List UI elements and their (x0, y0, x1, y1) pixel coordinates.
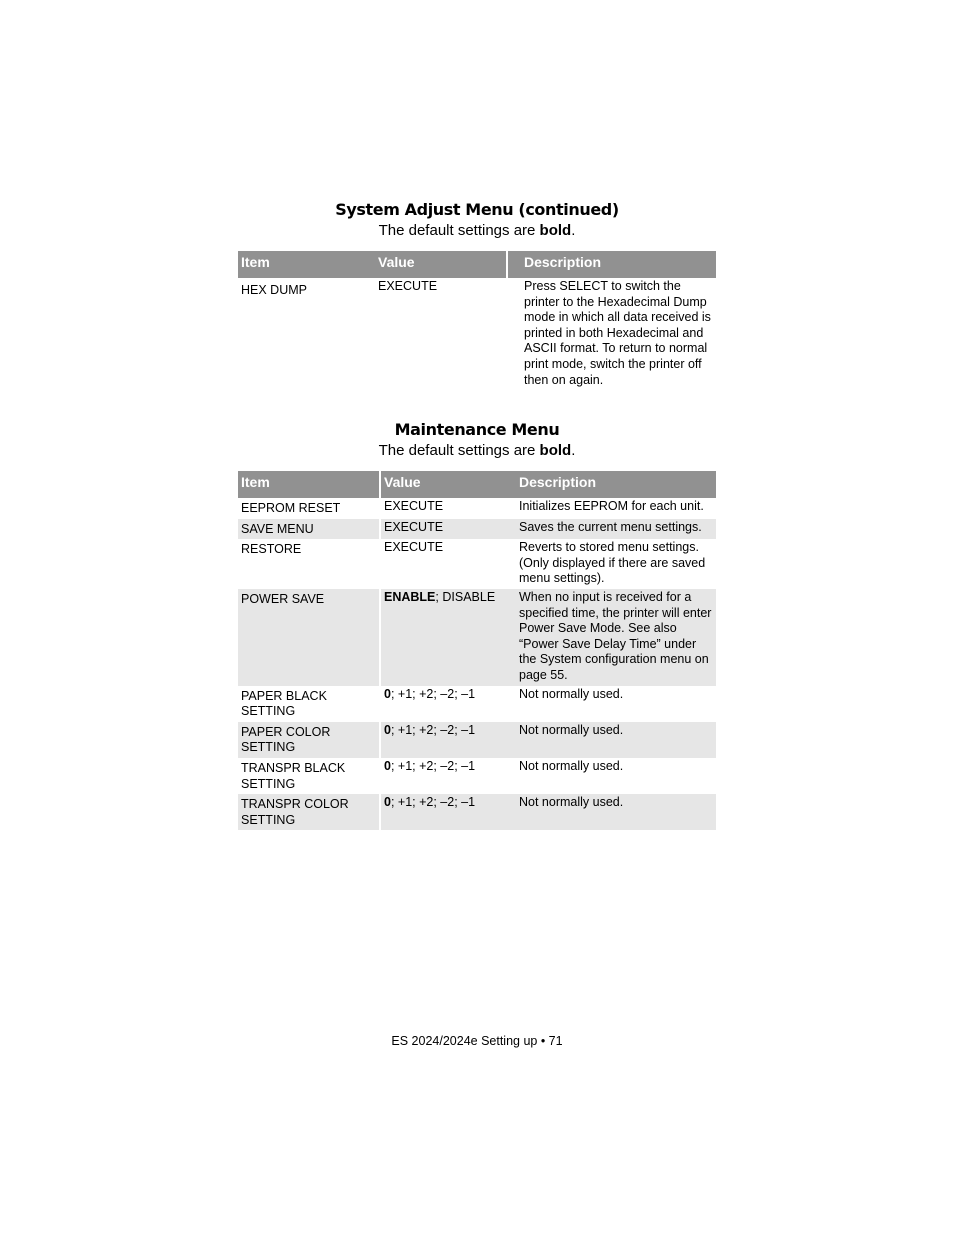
maintenance-menu-subtitle (0, 442, 954, 459)
row-value-options: EXECUTE (384, 540, 444, 555)
header-value: Value (375, 251, 507, 278)
row-value-options: EXECUTE (384, 519, 444, 534)
table-row (238, 722, 716, 758)
row-value-default: 0 (384, 686, 391, 701)
system-adjust-subtitle (0, 222, 954, 239)
row-item: PAPER BLACK SETTING (241, 688, 327, 719)
page-footer: ES 2024/2024e Setting up • 71 (391, 1034, 563, 1048)
header-value: Value (380, 471, 516, 498)
table-row (238, 498, 716, 519)
row-description: Saves the current menu settings. (516, 519, 716, 540)
row-description: Not normally used. (519, 758, 624, 773)
table-row (238, 519, 716, 540)
row-value-options: ; +1; +2; –2; –1 (390, 722, 476, 737)
header-description: Description (507, 251, 716, 278)
row-value (380, 758, 516, 794)
table-header-row (238, 471, 716, 498)
row-description: Not normally used. (519, 686, 624, 701)
table-row (238, 686, 716, 722)
row-value (380, 686, 516, 722)
header-item: Item (238, 471, 380, 498)
row-value-options: ; +1; +2; –2; –1 (390, 758, 476, 773)
table-row (238, 758, 716, 794)
row-item: TRANSPR BLACK SETTING (241, 760, 346, 791)
row-item: TRANSPR COLOR SETTING (238, 794, 380, 830)
table-row (238, 794, 716, 830)
row-description: Not normally used. (516, 794, 716, 830)
row-value-options: EXECUTE (384, 499, 444, 513)
table-row (238, 589, 716, 686)
header-description: Description (516, 471, 716, 498)
row-item: PAPER COLOR SETTING (238, 722, 380, 758)
row-value (380, 539, 516, 589)
row-value: EXECUTE (378, 279, 438, 293)
row-description: Reverts to stored menu settings. (Only displayed if there are saved menu settings). (519, 540, 706, 586)
row-value (380, 589, 516, 686)
table-header-row (238, 251, 716, 278)
subtitle-bold: bold (539, 222, 572, 239)
row-value-options: ; +1; +2; –2; –1 (390, 795, 476, 810)
row-value-default: 0 (384, 758, 391, 773)
row-value-default: ENABLE (384, 589, 436, 604)
maintenance-menu-table (238, 471, 716, 830)
system-adjust-table (238, 251, 716, 390)
row-value (380, 498, 516, 519)
table-row (238, 539, 716, 589)
row-description: Press SELECT to switch the printer to the Hexadecimal Dump mode in which all data received is printed in both Hexadecimal and ASCII format. To return to normal print mode, switch the printer off then on again. (524, 279, 711, 387)
row-value (380, 519, 516, 540)
subtitle-period: . (571, 222, 576, 239)
row-description: Not normally used. (516, 722, 716, 758)
row-description: When no input is received for a specified time, the printer will enter Power Save Mode. See also “Power Save Delay Time” under the System configuration menu on page 55. (516, 589, 716, 686)
row-value (380, 722, 516, 758)
row-item: EEPROM RESET (241, 501, 341, 515)
subtitle-text: The default settings are (378, 442, 540, 459)
row-item: RESTORE (241, 542, 302, 557)
row-value-options: ; +1; +2; –2; –1 (390, 686, 476, 701)
row-value (380, 794, 516, 830)
subtitle-bold: bold (539, 442, 572, 459)
maintenance-menu-title: Maintenance Menu (394, 420, 560, 439)
header-item: Item (238, 251, 375, 278)
row-description: Initializes EEPROM for each unit. (519, 499, 704, 513)
row-item: HEX DUMP (241, 283, 307, 297)
system-adjust-title: System Adjust Menu (continued) (335, 200, 619, 219)
subtitle-period: . (571, 442, 576, 459)
row-value-default: 0 (384, 795, 391, 810)
row-value-options: ; DISABLE (435, 589, 496, 604)
row-item: SAVE MENU (238, 519, 380, 540)
table-row (238, 278, 716, 390)
subtitle-text: The default settings are (378, 222, 540, 239)
row-item: POWER SAVE (238, 589, 380, 686)
row-value-default: 0 (384, 722, 391, 737)
